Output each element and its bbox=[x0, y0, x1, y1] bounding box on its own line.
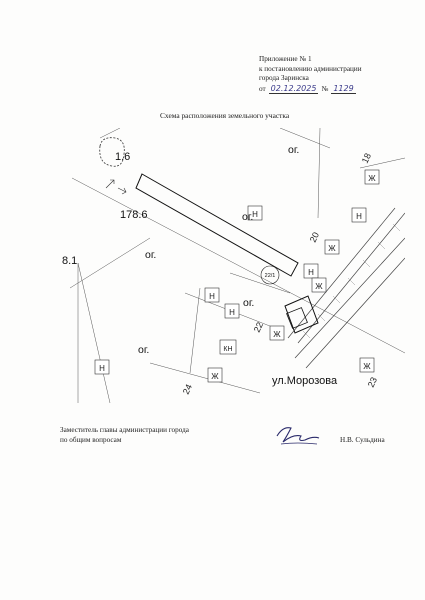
label-zh: Ж bbox=[368, 174, 376, 183]
signer-position-line-2: по общим вопросам bbox=[60, 435, 122, 444]
label-zh: Ж bbox=[315, 282, 323, 291]
signer-name: Н.В. Сульдина bbox=[340, 436, 385, 444]
boundary-line bbox=[78, 263, 110, 403]
label-zh: Ж bbox=[363, 362, 371, 371]
appendix-date-line bbox=[259, 84, 362, 95]
boundary-line bbox=[230, 273, 290, 293]
direction-arrows bbox=[106, 180, 126, 194]
cadastral-scheme bbox=[60, 128, 405, 403]
appendix-line-2: к постановлению администрации bbox=[259, 64, 362, 73]
house-number: 20 bbox=[307, 230, 322, 244]
dimension-label: 8.1 bbox=[62, 255, 78, 267]
appendix-line-3: города Заринска bbox=[259, 74, 309, 83]
boundary-line bbox=[190, 288, 200, 373]
signer-position bbox=[60, 426, 189, 445]
label-n: Н bbox=[209, 292, 215, 301]
label-n: Н bbox=[229, 308, 235, 317]
dimension-label: 1.6 bbox=[115, 151, 131, 163]
label-zh: Ж bbox=[211, 372, 219, 381]
house-number: 22 bbox=[251, 320, 266, 334]
scheme-title: Схема расположения земельного участка bbox=[160, 111, 290, 120]
parcel-id-label: 22/1 bbox=[264, 273, 276, 279]
date-value: 02.12.2025 bbox=[270, 83, 317, 93]
land-use-og: ог. bbox=[145, 249, 157, 261]
label-zh: Ж bbox=[273, 330, 281, 339]
boundary-line bbox=[150, 363, 260, 393]
street-hatch bbox=[393, 224, 400, 231]
street-edge bbox=[306, 258, 405, 368]
street-hatch bbox=[378, 242, 385, 249]
land-use-og: ог. bbox=[138, 344, 150, 356]
street-hatch bbox=[303, 331, 310, 338]
number-value: 1129 bbox=[333, 83, 354, 93]
street-edge bbox=[295, 238, 405, 358]
land-use-og: ог. bbox=[243, 297, 255, 309]
house-number: 24 bbox=[180, 382, 195, 396]
house-number: 23 bbox=[365, 375, 380, 389]
house-number: 18 bbox=[359, 151, 374, 165]
building-outline bbox=[285, 296, 318, 333]
label-n: Н bbox=[308, 268, 314, 277]
label-n: Н bbox=[252, 210, 258, 219]
label-kn: КН bbox=[223, 346, 233, 353]
dimension-label: 178.6 bbox=[120, 209, 148, 221]
label-n: Н bbox=[356, 212, 362, 221]
handwritten-signature bbox=[273, 422, 323, 448]
land-use-og: ог. bbox=[288, 144, 300, 156]
boundary-line bbox=[318, 128, 320, 218]
land-use-og: ог. bbox=[242, 211, 254, 223]
arrow-line bbox=[106, 180, 114, 188]
parcel-outline bbox=[136, 174, 298, 276]
street-name: ул.Морозова bbox=[272, 375, 338, 387]
signer-position-line-1: Заместитель главы администрации города bbox=[60, 426, 189, 434]
number-prefix: № bbox=[321, 84, 329, 93]
boundary-line bbox=[100, 128, 120, 138]
date-prefix: от bbox=[259, 84, 266, 93]
boundary-line bbox=[72, 178, 405, 353]
label-n: Н bbox=[99, 364, 105, 373]
label-zh: Ж bbox=[328, 244, 336, 253]
appendix-header bbox=[259, 55, 362, 94]
appendix-title: Приложение № 1 bbox=[259, 55, 312, 63]
street-hatch bbox=[363, 260, 370, 267]
